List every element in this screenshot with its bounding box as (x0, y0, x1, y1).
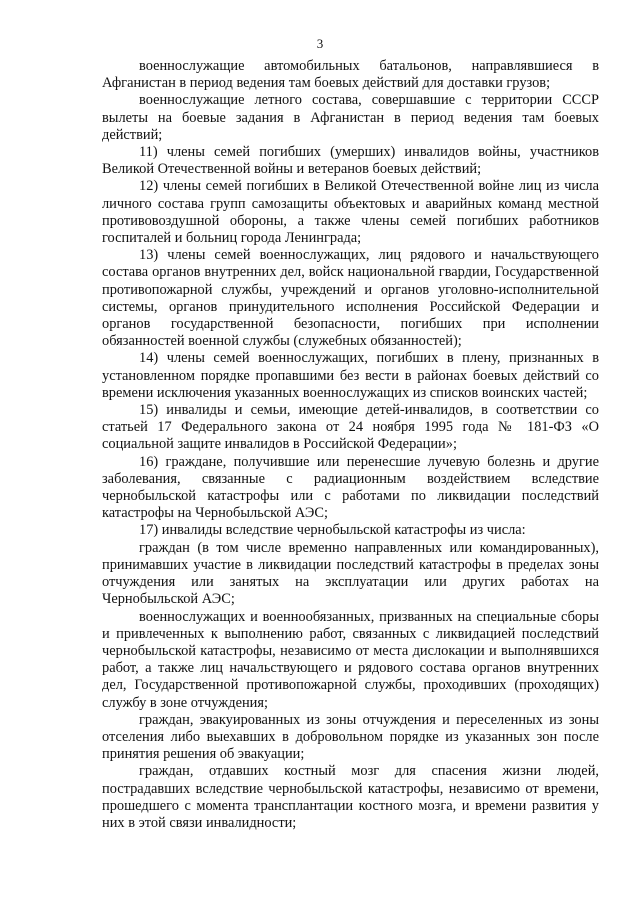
document-body (102, 58, 599, 832)
paragraph-4: 12) члены семей погибших в Великой Отечественной войне лиц из числа личного состава групп самозащиты объектовых и аварийных команд местной противовоздушной обороны, а также члены семей погибших работников госпиталей и больниц города Ленинграда; (102, 178, 599, 247)
paragraph-7: 15) инвалиды и семьи, имеющие детей-инвалидов, в соответствии со статьей 17 Федерального закона от 24 ноября 1995 года № 181-ФЗ «О социальной защите инвалидов в Российской Федерации»; (102, 402, 599, 453)
paragraph-2: военнослужащие летного состава, совершавшие с территории СССР вылеты на боевые задания в Афганистан в период ведения там боевых действий; (102, 92, 599, 143)
paragraph-9: 17) инвалиды вследствие чернобыльской катастрофы из числа: (139, 522, 526, 539)
paragraph-11: военнослужащих и военнообязанных, призванных на специальные сборы и привлеченных к выполнению работ, связанных с ликвидацией последствий чернобыльской катастрофы, независимо от места дислокации и выполнявшихся работ, а также лиц начальствующего и рядового состава органов внутренних дел, Государственной противопожарной службы, проходивших (проходящих) службу в зоне отчуждения; (102, 608, 599, 711)
page-number: 3 (316, 36, 324, 51)
paragraph-13: граждан, отдавших костный мозг для спасения жизни людей, пострадавших вследствие чернобыльской катастрофы, независимо от времени, прошедшего с момента трансплантации костного мозга, и времени развития у них в этой связи инвалидности; (102, 763, 599, 831)
paragraph-10: граждан (в том числе временно направленных или командированных), принимавших участие в ликвидации последствий катастрофы в пределах зоны отчуждения или занятых на эксплуатации или других работах на Чернобыльской АЭС; (102, 539, 599, 608)
paragraph-3: 11) члены семей погибших (умерших) инвалидов войны, участников Великой Отечественной войны и ветеранов боевых действий; (102, 144, 599, 178)
paragraph-5: 13) члены семей военнослужащих, лиц рядового и начальствующего состава органов внутренних дел, войск национальной гвардии, Государственной противопожарной службы, учреждений и органов уголовно-исполнительной системы, органов принудительного исполнения Российской Федерации и органов государственной безопасности, погибших при исполнении обязанностей военной службы (служебных обязанностей); (102, 247, 599, 350)
paragraph-8: 16) граждане, получившие или перенесшие лучевую болезнь и другие заболевания, связанные с радиационным воздействием вследствие чернобыльской катастрофы или с работами по ликвидации последствий катастрофы на Чернобыльской АЭС; (102, 453, 599, 522)
paragraph-6: 14) члены семей военнослужащих, погибших в плену, признанных в установленном порядке пропавшими без вести в районах боевых действий со времени исключения указанных военнослужащих из списков воинских частей; (102, 350, 599, 401)
paragraph-1: военнослужащие автомобильных батальонов, направлявшиеся в Афганистан в период ведения там боевых действий для доставки грузов; (102, 58, 599, 92)
paragraph-12: граждан, эвакуированных из зоны отчуждения и переселенных из зоны отселения либо выехавших в добровольном порядке из указанных зон после принятия решения об эвакуации; (102, 711, 599, 763)
